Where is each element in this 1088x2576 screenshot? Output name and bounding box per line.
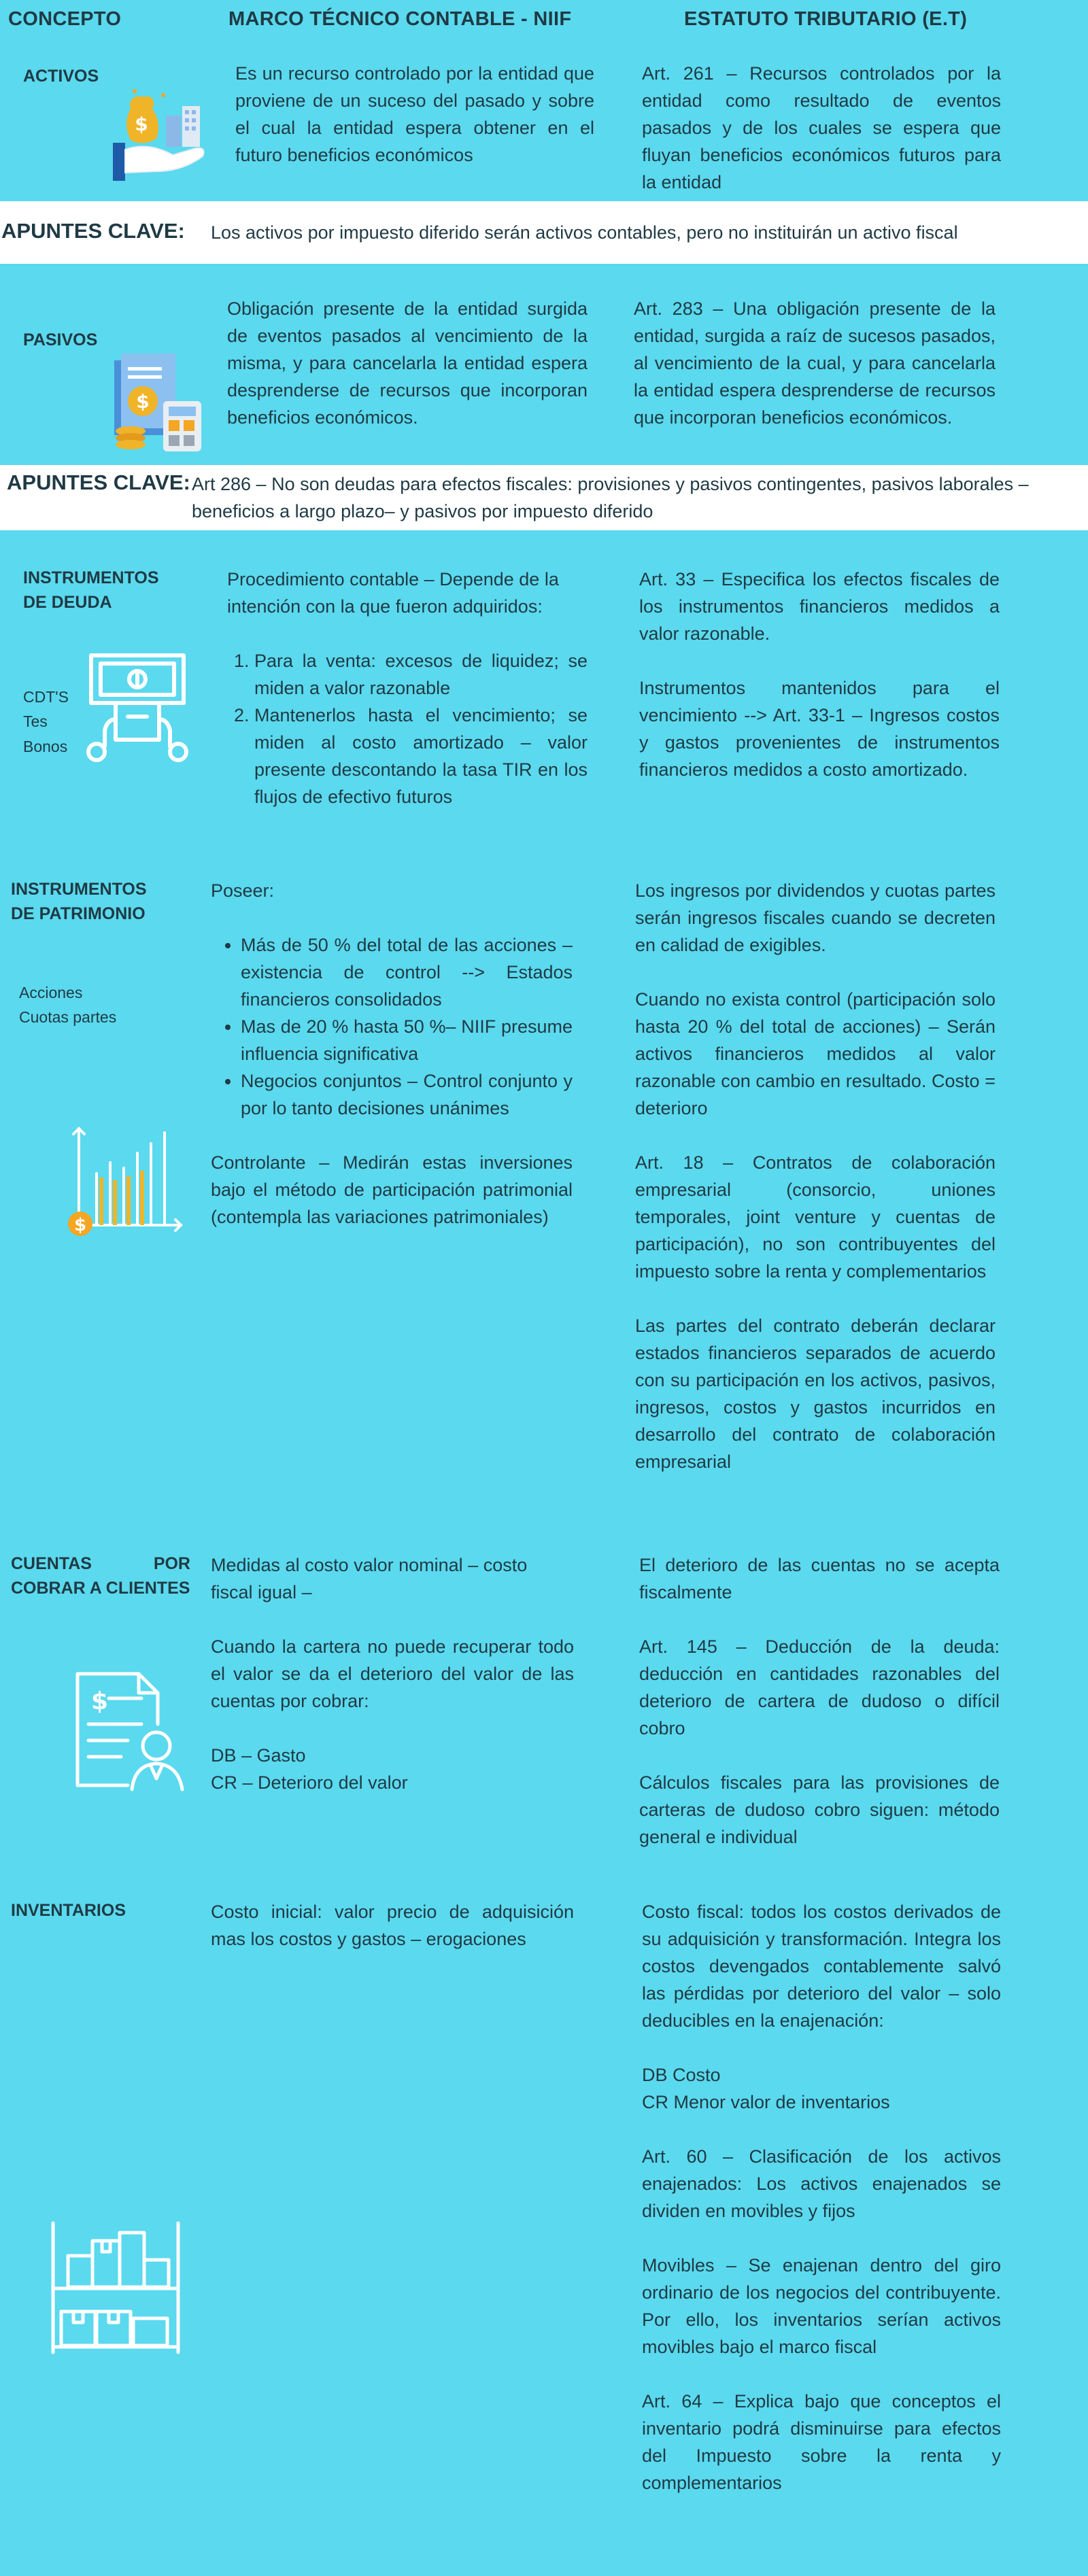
deuda-label-line1: INSTRUMENTOS bbox=[23, 568, 159, 587]
activos-niif: Es un recurso controlado por la entidad que proviene de un suceso del pasado y sobre el cual la entidad espera obtener en el futuro beneficios económicos bbox=[235, 63, 594, 165]
svg-text:$: $ bbox=[136, 390, 150, 413]
patrimonio-label-line2: DE PATRIMONIO bbox=[11, 904, 146, 923]
cuentas-niif bbox=[211, 1551, 574, 1796]
svg-text:$: $ bbox=[73, 1215, 87, 1235]
invoice-person-icon bbox=[73, 1670, 189, 1792]
deuda-niif-item-2: 2. Mantenerlos hasta el vencimiento; se miden al costo amortizado – valor presente descontando la tasa TIR en los flujos de efectivo futuros bbox=[254, 702, 588, 810]
patrimonio-label-line1: INSTRUMENTOS bbox=[11, 880, 147, 899]
deuda-sub-cdts: CDT'S bbox=[23, 688, 69, 706]
apuntes-clave-band-2 bbox=[0, 465, 1088, 530]
pasivos-et: Art. 283 – Una obligación presente de la entidad, surgida a raíz de sucesos pasados, al vencimiento de la cual, y para cancelarla la entidad espera desprenderse de recursos que incorporan beneficios económicos. bbox=[634, 298, 996, 428]
cuentas-niif-db: DB – Gasto bbox=[211, 1745, 306, 1766]
patrimonio-et bbox=[635, 877, 996, 1475]
header-et: ESTATUTO TRIBUTARIO (E.T) bbox=[684, 8, 968, 30]
apuntes-clave-text-2: Art 286 – No son deudas para efectos fiscales: provisiones y pasivos contingentes, pasivos laborales – beneficios a largo plazo– y pasivos por impuesto diferido bbox=[192, 474, 1029, 521]
cuentas-niif-cr: CR – Deterioro del valor bbox=[211, 1772, 408, 1793]
inventarios-et-p4: Art. 64 – Explica bajo que conceptos el inventario podrá disminuirse para efectos del Impuesto sobre la renta y complementarios bbox=[642, 2391, 1001, 2493]
deuda-niif-list bbox=[227, 647, 588, 810]
patrimonio-et-p1: Los ingresos por dividendos y cuotas partes serán ingresos fiscales cuando se decreten en calidad de exigibles. bbox=[635, 880, 996, 955]
patrimonio-sub-acciones: Acciones bbox=[19, 984, 83, 1001]
cuentas-label-line2: COBRAR A CLIENTES bbox=[11, 1579, 190, 1598]
invoice-calculator-icon bbox=[101, 347, 209, 456]
patrimonio-niif-item-2: • Mas de 20 % hasta 50 %– NIIF presume influencia significativa bbox=[241, 1013, 573, 1067]
cuentas-label-line1 bbox=[11, 1551, 190, 1577]
patrimonio-niif-item-1: • Más de 50 % del total de las acciones – existencia de control --> Estados financieros consolidados bbox=[241, 931, 573, 1013]
inventarios-niif: Costo inicial: valor precio de adquisición mas los costos y gastos – erogaciones bbox=[211, 1902, 574, 1949]
cuentas-et bbox=[639, 1551, 1000, 1851]
inventarios-et-p1: Costo fiscal: todos los costos derivados de su adquisición y transformación. Integra los costos devengados contablemente salvó las pérdidas por deterioro del valor – solo deducibles en la enajenación: bbox=[642, 1902, 1001, 2031]
cuentas-et-p3: Cálculos fiscales para las provisiones de carteras de dudoso cobro siguen: método general e individual bbox=[639, 1772, 1000, 1847]
activos-et: Art. 261 – Recursos controlados por la entidad como resultado de eventos pasados y de los cuales se espera que fluyan beneficios económicos futuros para la entidad bbox=[642, 63, 1001, 192]
deuda-sub-tes: Tes bbox=[23, 712, 48, 730]
header-concepto: CONCEPTO bbox=[8, 8, 122, 30]
inventarios-label: INVENTARIOS bbox=[11, 1901, 126, 1920]
apuntes-clave-title-1: APUNTES CLAVE: bbox=[1, 219, 185, 243]
deuda-et-p2: Instrumentos mantenidos para el vencimiento --> Art. 33-1 – Ingresos costos y gastos provenientes de instrumentos financieros medidos a costo amortizado. bbox=[639, 678, 1000, 780]
patrimonio-niif bbox=[211, 877, 573, 1231]
deuda-et bbox=[639, 566, 1000, 783]
apuntes-clave-title-2: APUNTES CLAVE: bbox=[7, 470, 190, 494]
inventarios-et bbox=[642, 1898, 1001, 2496]
svg-text:$: $ bbox=[135, 113, 148, 135]
bar-chart-growth-icon bbox=[65, 1123, 188, 1243]
activos-label: ACTIVOS bbox=[23, 67, 99, 86]
apuntes-clave-band-1 bbox=[0, 201, 1088, 264]
pasivos-label: PASIVOS bbox=[23, 330, 98, 349]
cuentas-label-word-1: CUENTAS bbox=[11, 1554, 92, 1573]
patrimonio-et-p2: Cuando no exista control (participación solo hasta 20 % del total de acciones) – Serán activos financieros medidos al valor razonable con cambio en resultado. Costo = deterioro bbox=[635, 989, 996, 1118]
cuentas-niif-p1: Medidas al costo valor nominal – costo fiscal igual – bbox=[211, 1555, 528, 1602]
cuentas-niif-p2: Cuando la cartera no puede recuperar todo el valor se da el deterioro del valor de las cuentas por cobrar: bbox=[211, 1636, 574, 1711]
cuentas-label-word-2: POR bbox=[153, 1554, 190, 1573]
inventarios-et-db: DB Costo bbox=[642, 2065, 721, 2085]
svg-text:$: $ bbox=[91, 1687, 109, 1715]
deuda-sub-bonos: Bonos bbox=[23, 738, 68, 755]
patrimonio-et-p4: Las partes del contrato deberán declarar estados financieros separados de acuerdo con su participación en los activos, pasivos, ingresos, costos y gastos incurridos en desarrollo del contrato de colaboración empresarial bbox=[635, 1316, 996, 1472]
deuda-et-p1: Art. 33 – Especifica los efectos fiscales de los instrumentos financieros medidos a valor razonable. bbox=[639, 569, 1000, 644]
header-niif: MARCO TÉCNICO CONTABLE - NIIF bbox=[228, 8, 572, 30]
pasivos-niif: Obligación presente de la entidad surgida de eventos pasados al vencimiento de la misma, y para cancelarla la entidad espera desprenderse de recursos que incorporan beneficios económicos. bbox=[227, 298, 588, 428]
deuda-label-line2: DE DEUDA bbox=[23, 593, 112, 612]
cuentas-et-p2: Art. 145 – Deducción de la deuda: deducción en cantidades razonables del deterioro de cartera de dudoso o difícil cobro bbox=[639, 1636, 1000, 1738]
cuentas-et-p1: El deterioro de las cuentas no se acepta fiscalmente bbox=[639, 1555, 1000, 1602]
patrimonio-et-p3: Art. 18 – Contratos de colaboración empresarial (consorcio, uniones temporales, joint venture y cuentas de participación), no son contribuyentes del impuesto sobre la renta y complementarios bbox=[635, 1152, 996, 1282]
money-bill-hands-icon bbox=[80, 651, 194, 766]
inventarios-et-cr: CR Menor valor de inventarios bbox=[642, 2092, 890, 2112]
money-hand-icon bbox=[107, 82, 216, 184]
patrimonio-niif-list bbox=[211, 931, 573, 1122]
warehouse-shelf-icon bbox=[49, 2220, 182, 2355]
patrimonio-niif-item-3: • Negocios conjuntos – Control conjunto y por lo tanto decisiones unánimes bbox=[241, 1067, 573, 1122]
inventarios-et-p3: Movibles – Se enajenan dentro del giro ordinario de los negocios del contribuyente. Por ello, los inventarios serían activos movibles bajo el marco fiscal bbox=[642, 2255, 1001, 2357]
patrimonio-sub-cuotas: Cuotas partes bbox=[19, 1008, 117, 1026]
deuda-niif-intro: Procedimiento contable – Depende de la intención con la que fueron adquiridos: bbox=[227, 569, 559, 617]
patrimonio-niif-intro: Poseer: bbox=[211, 880, 275, 901]
apuntes-clave-text-1: Los activos por impuesto diferido serán activos contables, pero no instituirán un activo fiscal bbox=[211, 222, 958, 243]
deuda-niif-item-1: 1. Para la venta: excesos de liquidez; se miden a valor razonable bbox=[254, 647, 588, 702]
patrimonio-niif-p2: Controlante – Medirán estas inversiones bajo el método de participación patrimonial (contempla las variaciones patrimoniales) bbox=[211, 1152, 573, 1227]
inventarios-et-p2: Art. 60 – Clasificación de los activos enajenados: Los activos enajenados se dividen en movibles y fijos bbox=[642, 2146, 1001, 2221]
deuda-niif bbox=[227, 566, 588, 810]
